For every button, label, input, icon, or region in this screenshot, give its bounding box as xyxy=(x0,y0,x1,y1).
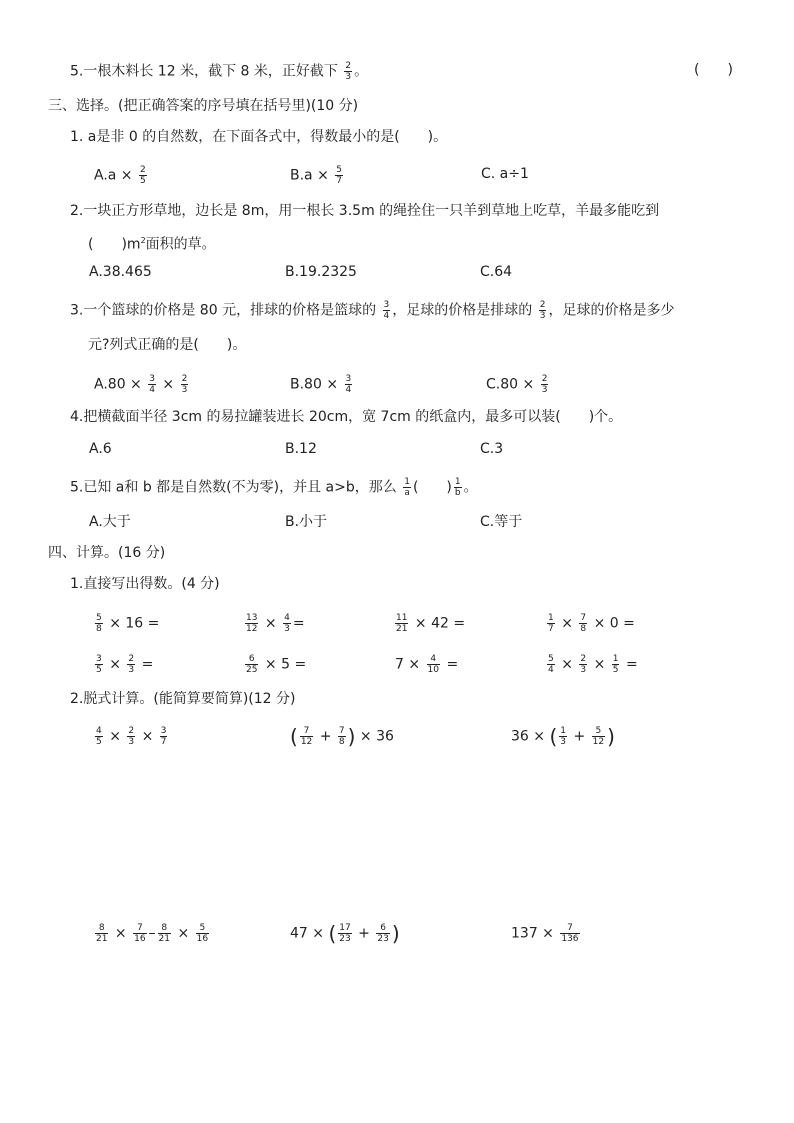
oral-calc: $\frac{3}{5}$ × $\frac{2}{3}$ = xyxy=(96,654,154,675)
option-a[interactable]: A.6 xyxy=(89,441,112,457)
step-calc: $\frac{8}{21}$ × $\frac{7}{16}$ – $\frac{8}{21}$ × $\frac{5}{16}$ xyxy=(96,923,209,944)
fraction: $\frac{3}{4}$ xyxy=(345,374,352,395)
fraction: $\frac{2}{3}$ xyxy=(181,374,188,395)
question-3-3-line2: 元?列式正确的是( )。 xyxy=(88,337,247,353)
oral-calc: $\frac{5}{8}$ × 16 = xyxy=(96,613,160,634)
option-a[interactable]: A.大于 xyxy=(89,514,131,530)
option-b[interactable]: B.小于 xyxy=(285,514,328,530)
option-a[interactable]: A.38.465 xyxy=(89,264,152,280)
option-c[interactable]: C.80 × $\frac{2}{3}$ xyxy=(486,374,548,395)
fraction: $\frac{1}{a}$ xyxy=(404,477,410,498)
question-3-2-line1: 2.一块正方形草地，边长是 8m，用一根长 3.5m 的绳拴住一只羊到草地上吃草，羊最多能吃到 xyxy=(70,203,660,219)
step-calc: 137 × $\frac{7}{136}$ xyxy=(511,923,579,944)
option-b[interactable]: B.19.2325 xyxy=(285,264,357,280)
question-3-1-stem: 1. a是非 0 的自然数，在下面各式中，得数最小的是( )。 xyxy=(70,129,448,145)
oral-calc: $\frac{11}{21}$ × 42 = xyxy=(396,613,466,634)
section-3-title: 三、选择。(把正确答案的序号填在括号里)(10 分) xyxy=(48,98,359,114)
fraction: $\frac{3}{4}$ xyxy=(383,300,390,321)
question-3-3-line1: 3.一个篮球的价格是 80 元，排球的价格是篮球的 $\frac{3}{4}$ ，足球的价格是排球的 $\frac{2}{3}$ ，足球的价格是多少 xyxy=(70,300,675,321)
section-4-title: 四、计算。(16 分) xyxy=(48,545,166,561)
option-b[interactable]: B.a × $\frac{5}{7}$ xyxy=(290,165,343,186)
fraction: $\frac{2}{3}$ xyxy=(345,61,352,82)
fraction: $\frac{5}{7}$ xyxy=(336,165,343,186)
oral-calc: 7 × $\frac{4}{10}$ = xyxy=(395,654,459,675)
oral-calc: $\frac{5}{4}$ × $\frac{2}{3}$ × $\frac{1}{5}$ = xyxy=(548,654,638,675)
option-c[interactable]: C. a÷1 xyxy=(481,166,529,182)
step-calc: $\frac{4}{5}$ × $\frac{2}{3}$ × $\frac{3}{7}$ xyxy=(96,726,167,747)
fraction: $\frac{1}{b}$ xyxy=(454,477,461,498)
prev-question-5: 5.一根木料长 12 米，截下 8 米，正好截下 $\frac{2}{3}$ 。 xyxy=(70,61,369,82)
question-3-5-stem: 5.已知 a和 b 都是自然数(不为零)，并且 a>b，那么 $\frac{1}{a}$ ( ) $\frac{1}{b}$ 。 xyxy=(70,477,478,498)
option-c[interactable]: C.等于 xyxy=(480,514,523,530)
question-3-2-line2: ( )$m^2$面积的草。 xyxy=(88,236,216,253)
fraction: $\frac{3}{4}$ xyxy=(149,374,155,395)
question-3-4-stem: 4.把横截面半径 3cm 的易拉罐装进长 20cm，宽 7cm 的纸盒内，最多可以装( )个。 xyxy=(70,409,623,425)
option-c[interactable]: C.3 xyxy=(480,441,504,457)
oral-calc: $\frac{13}{12}$ × $\frac{4}{3}$ = xyxy=(246,613,305,634)
part-1-title: 1.直接写出得数。(4 分) xyxy=(70,576,220,592)
oral-calc: $\frac{1}{7}$ × $\frac{7}{8}$ × 0 = xyxy=(548,613,635,634)
step-calc: ( $\frac{7}{12}$ + $\frac{7}{8}$ ) × 36 xyxy=(290,724,394,749)
option-c[interactable]: C.64 xyxy=(480,264,513,280)
option-a[interactable]: A.a × $\frac{2}{5}$ xyxy=(94,165,146,186)
answer-bracket[interactable]: ( ) xyxy=(694,62,733,78)
fraction: $\frac{2}{5}$ xyxy=(140,165,146,186)
oral-calc: $\frac{6}{25}$ × 5 = xyxy=(246,654,307,675)
fraction: $\frac{2}{3}$ xyxy=(541,374,548,395)
step-calc: 36 × ( $\frac{1}{3}$ + $\frac{5}{12}$ ) xyxy=(511,724,615,749)
step-calc: 47 × ( $\frac{17}{23}$ + $\frac{6}{23}$ ) xyxy=(290,921,400,946)
option-a[interactable]: A.80 × $\frac{3}{4}$ × $\frac{2}{3}$ xyxy=(94,374,188,395)
option-b[interactable]: B.12 xyxy=(285,441,317,457)
fraction: $\frac{2}{3}$ xyxy=(539,300,546,321)
option-b[interactable]: B.80 × $\frac{3}{4}$ xyxy=(290,374,352,395)
part-2-title: 2.脱式计算。(能简算要简算)(12 分) xyxy=(70,691,296,707)
